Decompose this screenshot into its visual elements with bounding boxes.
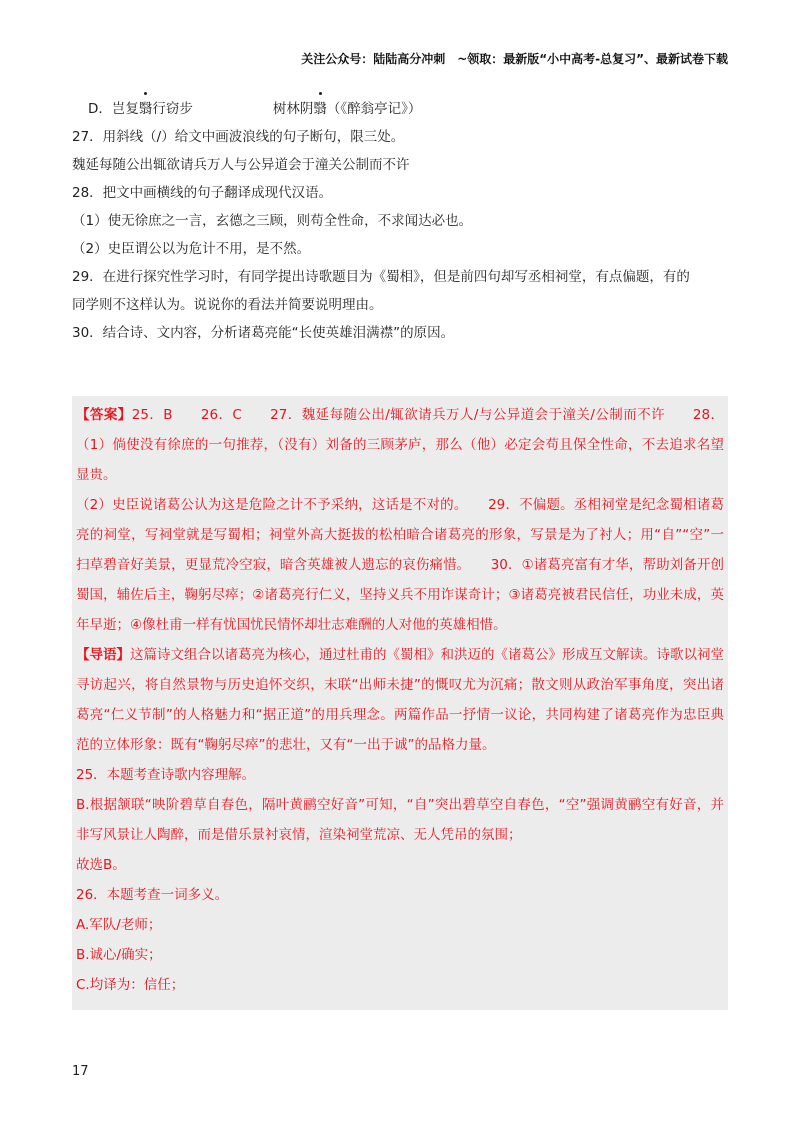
question-28: 28．把文中画横线的句子翻译成现代汉语。 — [72, 185, 333, 201]
question-30: 30．结合诗、文内容，分析诸葛亮能“长使英雄泪满襟”的原因。 — [72, 325, 455, 341]
page-number: 17 — [72, 1064, 89, 1079]
question-28-item-2: （2）史臣谓公以为危计不用，是不然。 — [72, 241, 311, 257]
page-header: 关注公众号：陆陆高分冲刺 ~领取：最新版“小中高考-总复习”、最新试卷下载 — [301, 52, 728, 66]
question-29-line-2: 同学则不这样认为。说说你的看法并简要说明理由。 — [72, 297, 383, 313]
option-d-part2: 树林阴 — [272, 101, 314, 117]
q26-option-b: B.诚心/确实； — [76, 947, 162, 963]
answer-tag: 【答案】 — [76, 407, 132, 423]
q26-option-a: A.军队/老师； — [76, 917, 162, 933]
q25-conclusion: 故选B。 — [76, 857, 126, 873]
question-28-item-1: （1）使无徐庶之一言，玄德之三顾，则苟全性命，不求闻达必也。 — [72, 213, 473, 229]
answer-text: 25．B 26．C 27．魏延每随公出/辄欲请兵万人/与公异道会于潼关/公制而不许 28．（1）倘使没有徐庶的一句推荐，（没有）刘备的三顾茅庐，那么（他）必定会苟且保全性命，不去追求名望显贵。 — [76, 407, 725, 483]
question-27: 27．用斜线（/）给文中画波浪线的句子断句，限三处。 — [72, 129, 405, 145]
answer-paragraph — [76, 400, 724, 490]
option-d-dotted-char-1: 翳 — [139, 95, 153, 123]
questions-section — [72, 95, 732, 347]
option-d-suffix: （《醉翁亭记》） — [326, 101, 422, 117]
option-d-mid: 行窃步 — [152, 101, 193, 117]
question-29-line-1: 29．在进行探究性学习时，有同学提出诗歌题目为《蜀相》，但是前四句却写丞相祠堂，有点偏题，有的 — [72, 269, 690, 285]
answer-28-2-paragraph: （2）史臣说诸葛公认为这是危险之计不予采纳，这话是不对的。 29．不偏题。丞相祠堂是纪念蜀相诸葛亮的祠堂，写祠堂就是写蜀相；祠堂外高大挺拔的松柏暗合诸葛亮的形象，写景是为了衬人；用“自”“空”一扫草碧音好美景，更显荒冷空寂，暗含英雄被人遗忘的哀伤痛惜。 30．①诸葛亮富有才华，帮助刘备开创蜀国，辅佐后主，鞠躬尽瘁；②诸葛亮行仁义，坚持义兵不用诈谋奇计；③诸葛亮被君民信任，功业未成，英年早逝；④像杜甫一样有忧国忧民情怀却壮志难酬的人对他的英雄相惜。 — [76, 497, 724, 633]
option-d-prefix: D．岂复 — [88, 101, 139, 117]
option-d — [72, 95, 732, 123]
guide-paragraph — [76, 640, 724, 760]
q26-option-c: C.均译为：信任； — [76, 977, 185, 993]
q25-option-b: B.根据颔联“映阶碧草自春色，隔叶黄鹂空好音”可知，“自”突出碧草空自春色，“空”强调黄鹂空有好音，并非写风景让人陶醉，而是借乐景衬哀情，渲染祠堂荒凉、无人凭吊的氛围； — [76, 797, 724, 843]
guide-tag: 【导语】 — [76, 647, 130, 663]
q25-title: 25．本题考查诗歌内容理解。 — [76, 767, 256, 783]
option-d-dotted-char-2: 翳 — [313, 95, 327, 123]
guide-text: 这篇诗文组合以诸葛亮为核心，通过杜甫的《蜀相》和洪迈的《诸葛公》形成互文解读。诗歌以祠堂寻访起兴，将自然景物与历史追怀交织，末联“出师未捷”的慨叹尤为沉痛；散文则从政治军事角度，突出诸葛亮“仁义节制”的人格魅力和“据正道”的用兵理念。两篇作品一抒情一议论，共同构建了诸葛亮作为忠臣典范的立体形象：既有“鞠躬尽瘁”的悲壮，又有“一出于诚”的品格力量。 — [76, 647, 724, 753]
answer-box — [72, 396, 728, 1010]
q26-title: 26．本题考查一词多义。 — [76, 887, 229, 903]
question-27-sentence: 魏延每随公出辄欲请兵万人与公异道会于潼关公制而不许 — [72, 157, 410, 173]
